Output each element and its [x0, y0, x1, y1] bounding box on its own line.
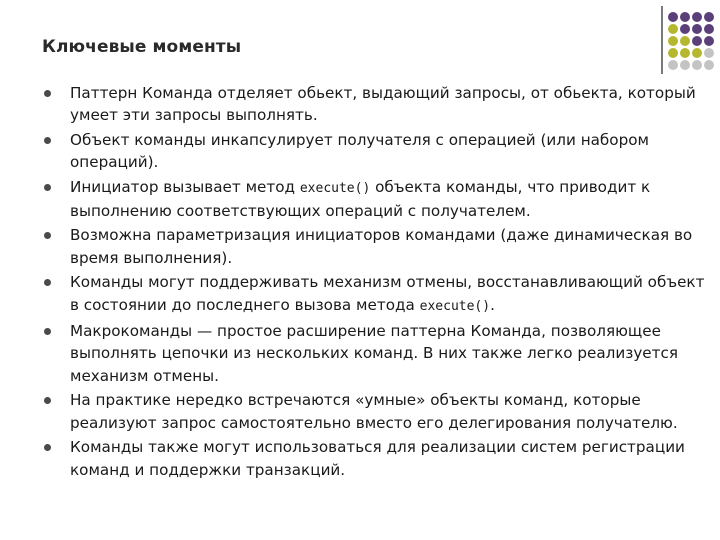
bullet-item: [42, 271, 707, 318]
bullet-item: [42, 436, 707, 481]
bullet-text: Инициатор вызывает метод: [70, 177, 300, 196]
code-text: execute(): [419, 298, 491, 314]
bullet-text: Возможна параметризация инициаторов командами (даже динамическая во время выполнения).: [70, 226, 693, 267]
bullet-item: [42, 129, 707, 174]
decor-dot: [692, 60, 702, 70]
bullet-item: [42, 389, 707, 434]
bullet-list: [42, 82, 707, 483]
bullet-text: объекта команды, что приводит к выполнению соответствующих операций с получателем.: [70, 177, 651, 221]
bullet-dot-icon: [44, 90, 51, 97]
decor-dot: [692, 48, 702, 58]
decor-dot: [668, 12, 678, 22]
bullet-dot-icon: [44, 232, 51, 239]
bullet-dot-icon: [44, 444, 51, 451]
bullet-text: На практике нередко встречаются «умные» объекты команд, которые реализуют запрос самостоятельно вместо его делегирования получателю.: [70, 391, 678, 432]
decor-dot: [704, 48, 714, 58]
bullet-item: [42, 176, 707, 223]
decor-dot: [680, 12, 690, 22]
decor-dot: [680, 36, 690, 46]
bullet-text: Команды могут поддерживать механизм отмены, восстанавливающий объект в состоянии до последнего вызова метода: [70, 273, 705, 314]
decor-dot: [704, 60, 714, 70]
slide-title: Ключевые моменты: [42, 37, 242, 57]
decor-dot: [680, 24, 690, 34]
bullet-item: [42, 224, 707, 269]
bullet-dot-icon: [44, 279, 51, 286]
decor-dot: [680, 48, 690, 58]
bullet-item: [42, 82, 707, 127]
code-text: execute(): [299, 180, 371, 196]
decor-dot: [668, 24, 678, 34]
bullet-text: .: [490, 295, 495, 314]
bullet-text: Паттерн Команда отделяет обьект, выдающий запросы, от обьекта, который умеет эти запросы выполнять.: [70, 84, 696, 125]
decor-dot: [692, 24, 702, 34]
decor-dot: [704, 36, 714, 46]
bullet-dot-icon: [44, 328, 51, 335]
bullet-dot-icon: [44, 397, 51, 404]
decor-dot: [668, 48, 678, 58]
decor-dot: [692, 12, 702, 22]
bullet-text: Макрокоманды — простое расширение паттерна Команда, позволяющее выполнять цепочки из нескольких команд. В них также легко реализуется механизм отмены.: [70, 322, 678, 385]
decor-dot: [680, 60, 690, 70]
decor-dot: [704, 12, 714, 22]
vertical-divider: [661, 6, 663, 74]
bullet-item: [42, 320, 707, 387]
decor-dot: [704, 24, 714, 34]
bullet-dot-icon: [44, 184, 51, 191]
decor-dot: [668, 36, 678, 46]
decor-dot: [668, 60, 678, 70]
bullet-text: Команды также могут использоваться для реализации систем регистрации команд и поддержки транзакций.: [70, 438, 685, 479]
decor-dot: [692, 36, 702, 46]
bullet-text: Объект команды инкапсулирует получателя с операцией (или набором операций).: [70, 130, 649, 172]
bullet-dot-icon: [44, 137, 51, 144]
